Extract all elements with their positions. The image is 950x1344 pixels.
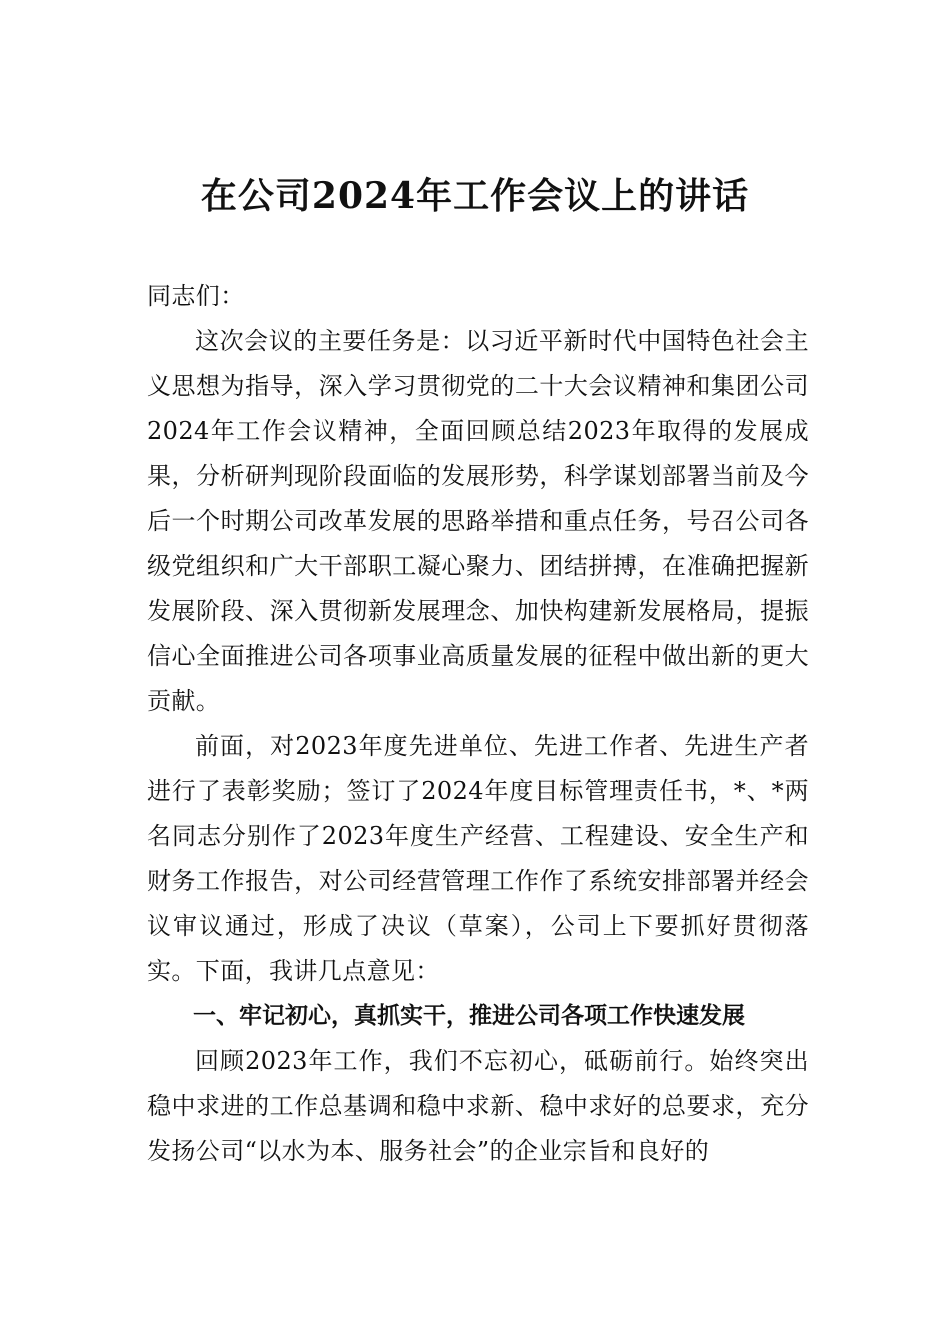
document-title: 在公司2024年工作会议上的讲话 [200,175,750,217]
section-heading-1: 一、牢记初心，真抓实干，推进公司各项工作快速发展 [193,1003,745,1029]
paragraph-2023-review: 回顾2023年工作，我们不忘初心，砥砺前行。始终突出稳中求进的工作总基调和稳中求新、稳中求好的总要求，充分发扬公司“以水为本、服务社会”的企业宗旨和良好的 [147,1047,809,1165]
document-body [147,274,809,1174]
paragraph-meeting-review: 前面，对2023年度先进单位、先进工作者、先进生产者进行了表彰奖励；签订了2024年度目标管理责任书，*、*两名同志分别作了2023年度生产经营、工程建设、安全生产和财务工作报告，对公司经营管理工作作了系统安排部署并经会议审议通过，形成了决议（草案），公司上下要抓好贯彻落实。下面，我讲几点意见： [147,732,809,985]
salutation: 同志们： [147,282,245,310]
paragraph-meeting-tasks: 这次会议的主要任务是：以习近平新时代中国特色社会主义思想为指导，深入学习贯彻党的二十大会议精神和集团公司2024年工作会议精神，全面回顾总结2023年取得的发展成果，分析研判现阶段面临的发展形势，科学谋划部署当前及今后一个时期公司改革发展的思路举措和重点任务，号召公司各级党组织和广大干部职工凝心聚力、团结拼搏，在准确把握新发展阶段、深入贯彻新发展理念、加快构建新发展格局，提振信心全面推进公司各项事业高质量发展的征程中做出新的更大贡献。 [147,327,809,715]
